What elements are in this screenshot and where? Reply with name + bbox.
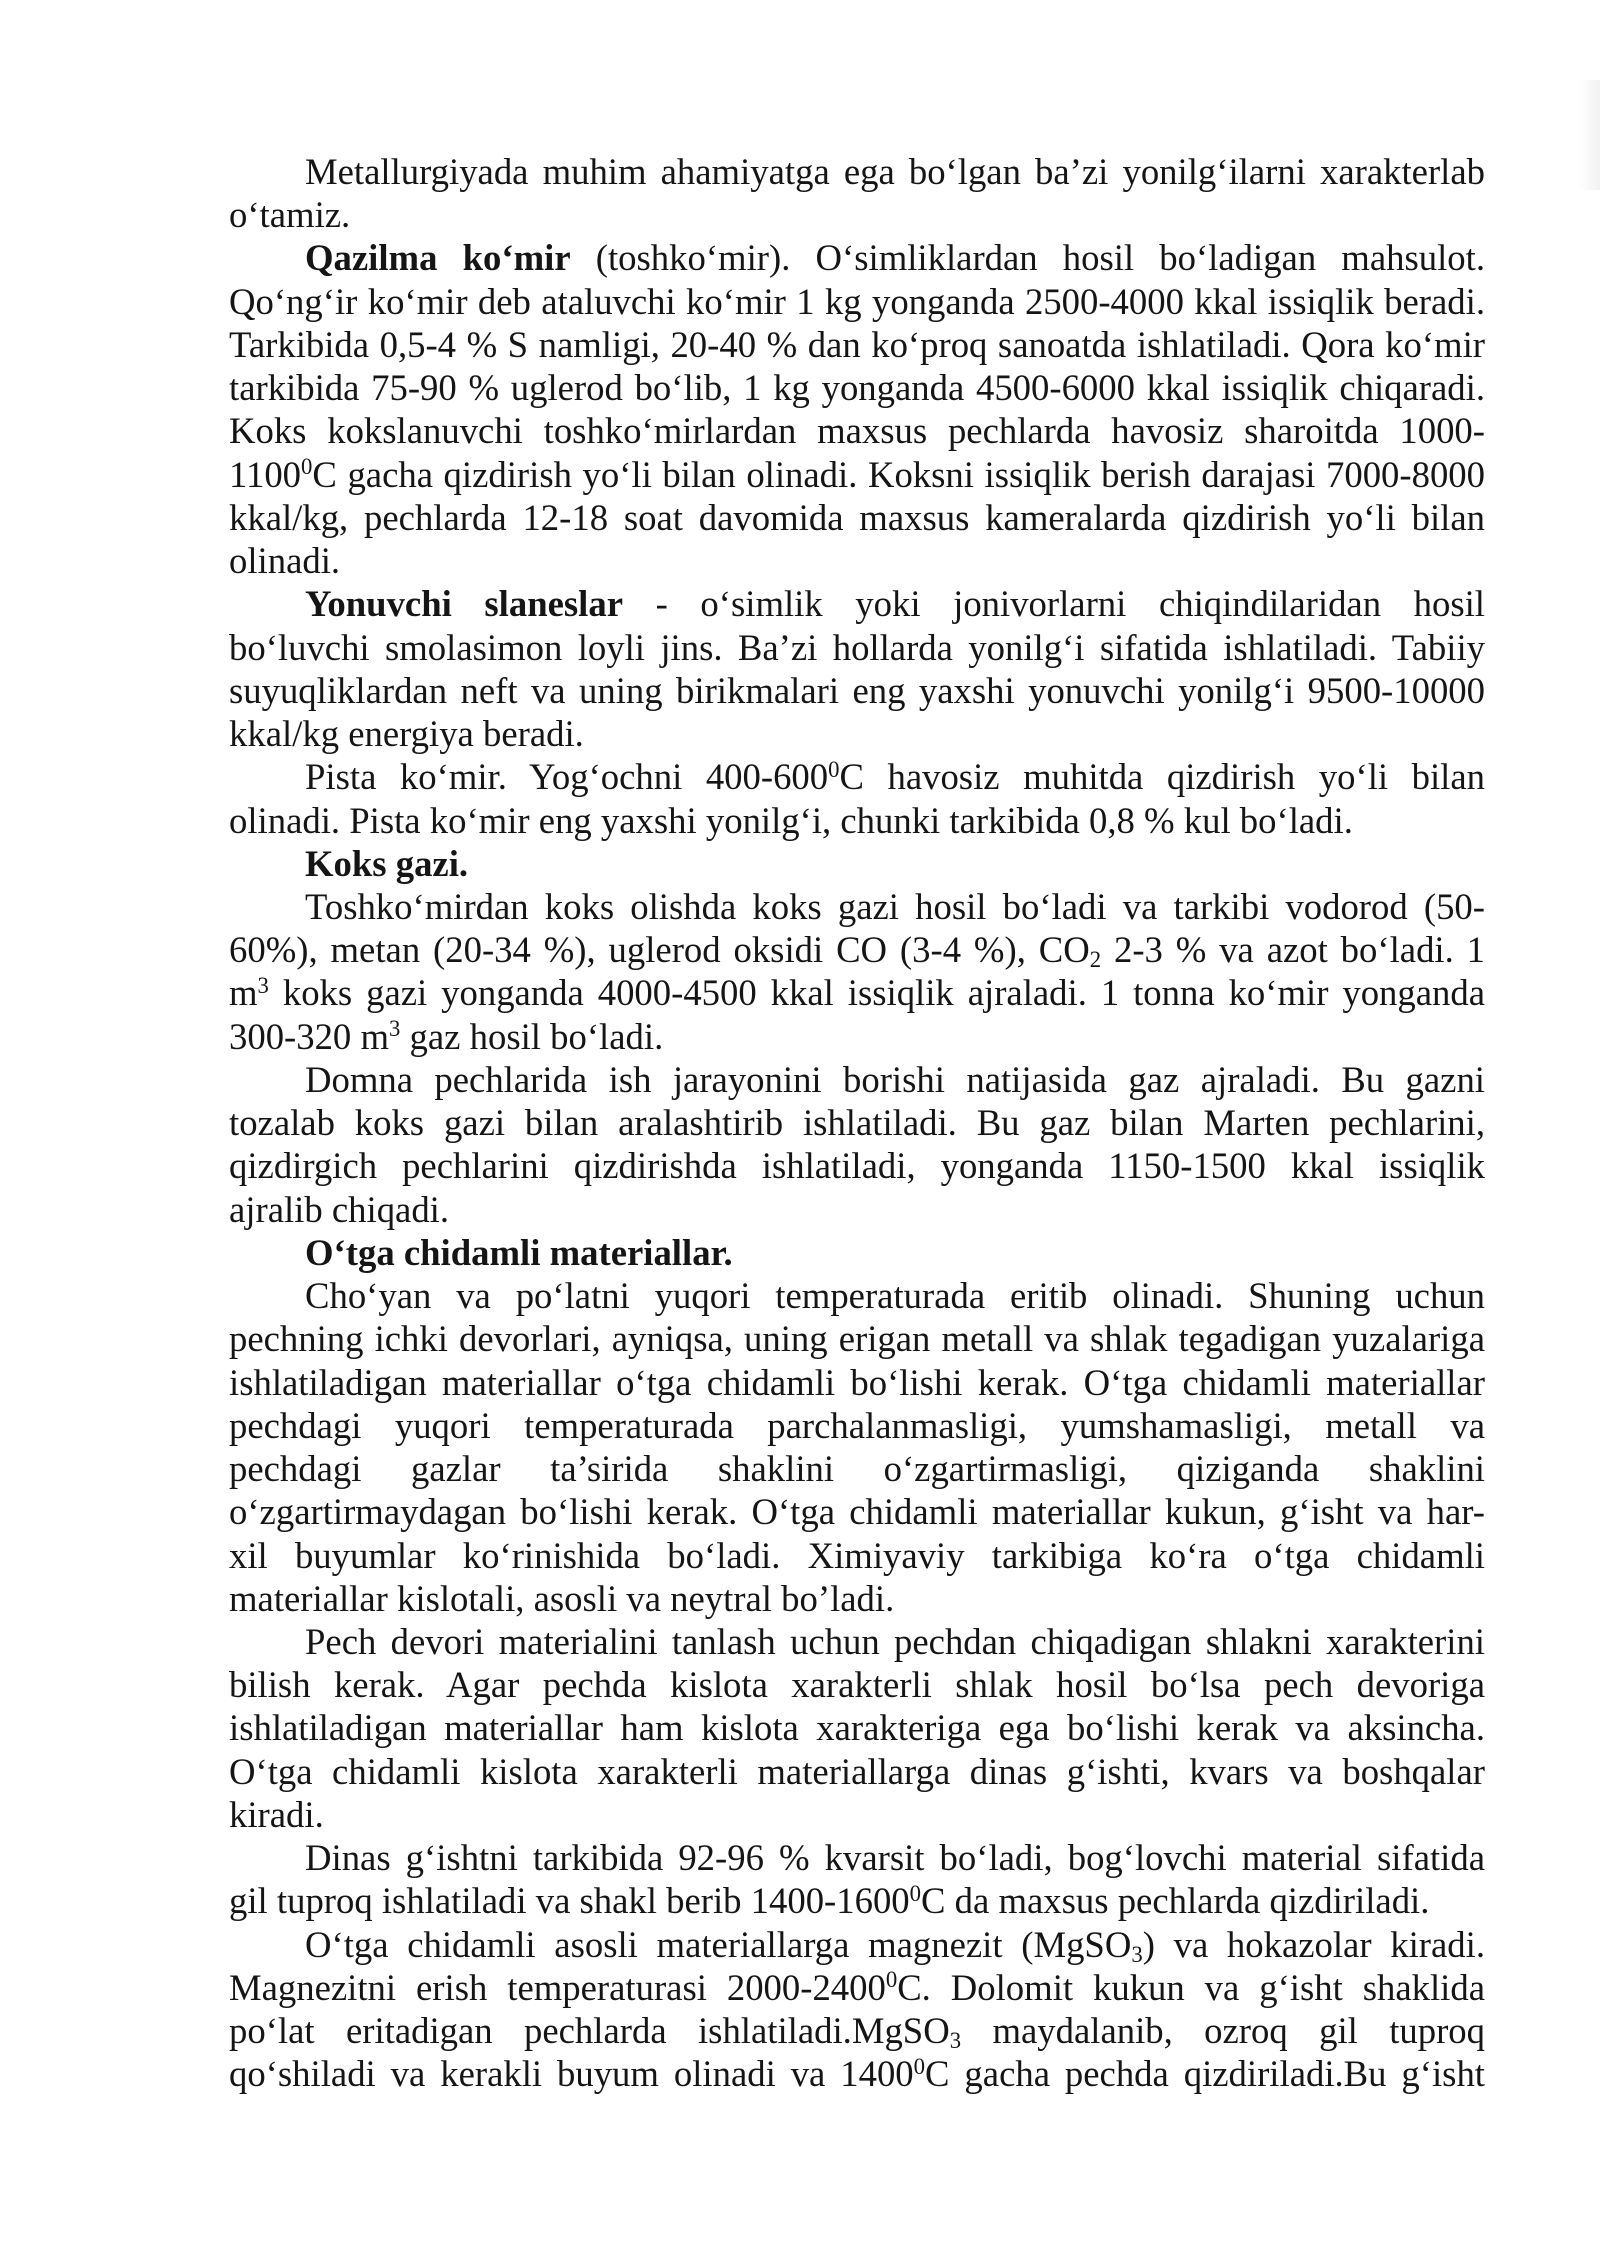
text-line [229, 799, 1485, 842]
text-run: pechning ichki devorlari, ayniqsa, uning erigan metall va shlak tegadigan yuzalariga [229, 1318, 1485, 1360]
paragraph [229, 842, 1485, 885]
text-line [229, 1231, 1485, 1274]
paragraph [229, 150, 1485, 236]
text-run: o‘zgartirmaydagan bo‘lishi kerak. O‘tga chidamli materiallar kukun, g‘isht va har- [229, 1491, 1485, 1533]
text-run: Qo‘ng‘ir ko‘mir deb ataluvchi ko‘mir 1 kg yonganda 2500-4000 kkal issiqlik beradi. [229, 280, 1485, 322]
scan-edge-shadow [1578, 80, 1600, 190]
text-line [229, 1447, 1485, 1490]
text-line [229, 236, 1485, 279]
text-run: kiradi. [229, 1793, 324, 1835]
text-run: C havosiz muhitda qizdirish yo‘li bilan [839, 756, 1485, 798]
text-run: materiallar kislotali, asosli va neytral bo’ladi. [229, 1577, 895, 1619]
bold-term: Qazilma ko‘mir [305, 237, 571, 279]
paragraph [229, 1836, 1485, 1922]
text-line [229, 193, 1485, 236]
text-line [229, 1361, 1485, 1404]
text-run: 2-3 % va azot bo‘ladi. 1 [1101, 929, 1485, 971]
text-run: C gacha pechda qizdiriladi.Bu g‘isht [925, 2053, 1486, 2095]
bold-term: Yonuvchi slaneslar [305, 583, 623, 625]
text-run: C da maxsus pechlarda qizdiriladi. [921, 1880, 1430, 1922]
subscript: 2 [1089, 947, 1102, 973]
text-run: xil buyumlar ko‘rinishida bo‘ladi. Ximiyaviy tarkibiga ko‘ra o‘tga chidamli [229, 1534, 1485, 1576]
text-run: ishlatiladigan materiallar ham kislota xarakteriga ega bo‘lishi kerak va aksincha. [229, 1707, 1485, 1749]
superscript: 0 [828, 756, 840, 782]
text-line [229, 280, 1485, 323]
subscript: 3 [1131, 1941, 1143, 1967]
text-line [229, 669, 1485, 712]
text-run: olinadi. Pista ko‘mir eng yaxshi yonilg‘i, chunki tarkibida 0,8 % kul bo‘ladi. [229, 799, 1353, 841]
text-line [229, 1620, 1485, 1663]
text-run: suyuqliklardan neft va uning birikmalari eng yaxshi yonuvchi yonilg‘i 9500-10000 [229, 669, 1485, 711]
paragraph [229, 582, 1485, 755]
text-line [229, 539, 1485, 582]
text-run: Dinas g‘ishtni tarkibida 92-96 % kvarsit bo‘ladi, bog‘lovchi material sifatida [305, 1837, 1485, 1879]
text-line [229, 842, 1485, 885]
bold-term: O‘tga chidamli materiallar. [305, 1231, 733, 1273]
text-line [229, 1836, 1485, 1879]
text-line [229, 323, 1485, 366]
text-run: C. Dolomit kukun va g‘isht shaklida [897, 1966, 1485, 2008]
text-run: (toshko‘mir). O‘simliklardan hosil bo‘ladigan mahsulot. [570, 237, 1485, 279]
text-run: Koks kokslanuvchi toshko‘mirlardan maxsus pechlarda havosiz sharoitda 1000- [229, 410, 1485, 452]
text-line [229, 1577, 1485, 1620]
text-line [229, 496, 1485, 539]
text-run: ajralib chiqadi. [229, 1188, 450, 1230]
text-run: qo‘shiladi va kerakli buyum olinadi va 1400 [229, 2053, 914, 2095]
text-line [229, 1663, 1485, 1706]
text-run: ishlatiladigan materiallar o‘tga chidamli bo‘lishi kerak. O‘tga chidamli materiallar [229, 1361, 1485, 1403]
text-run: ) va hokazolar kiradi. [1142, 1923, 1485, 1965]
text-line [229, 1966, 1485, 2009]
text-line [229, 755, 1485, 798]
text-line [229, 1534, 1485, 1577]
text-run: koks gazi yonganda 4000-4500 kkal issiqlik ajraladi. 1 tonna ko‘mir yonganda [268, 972, 1485, 1014]
text-run: kkal/kg, pechlarda 12-18 soat davomida maxsus kameralarda qizdirish yo‘li bilan [229, 496, 1485, 538]
superscript: 3 [389, 1016, 401, 1042]
text-line [229, 1793, 1485, 1836]
paragraph [229, 1620, 1485, 1836]
text-run: bilish kerak. Agar pechda kislota xarakterli shlak hosil bo‘lsa pech devoriga [229, 1664, 1485, 1706]
text-body [229, 150, 1485, 2096]
text-run: po‘lat eritadigan pechlarda ishlatiladi.MgSO [229, 2010, 950, 2052]
text-line [229, 971, 1485, 1014]
text-run: pechdagi gazlar ta’sirida shaklini o‘zgartirmasligi, qiziganda shaklini [229, 1448, 1485, 1490]
text-line [229, 1923, 1485, 1966]
text-run: Metallurgiyada muhim ahamiyatga ega bo‘lgan ba’zi yonilg‘ilarni xarakterlab [305, 151, 1485, 192]
text-run: C gacha qizdirish yo‘li bilan olinadi. Koksni issiqlik berish darajasi 7000-8000 [312, 453, 1485, 495]
text-run: 60%), metan (20-34 %), uglerod oksidi CO (3-4 %), CO [229, 929, 1090, 971]
text-line [229, 1015, 1485, 1058]
text-line [229, 712, 1485, 755]
text-line [229, 409, 1485, 452]
text-line [229, 1317, 1485, 1360]
text-run: gil tuproq ishlatiladi va shakl berib 1400-1600 [229, 1880, 910, 1922]
text-line [229, 1490, 1485, 1533]
text-run: O‘tga chidamli asosli materiallarga magnezit (MgSO [305, 1923, 1132, 1965]
text-run: 1100 [229, 453, 302, 495]
text-line [229, 2009, 1485, 2052]
text-line [229, 1144, 1485, 1187]
text-run: tarkibida 75-90 % uglerod bo‘lib, 1 kg yonganda 4500-6000 kkal issiqlik chiqaradi. [229, 367, 1485, 409]
text-line [229, 1706, 1485, 1749]
subscript: 3 [949, 2028, 962, 2054]
text-run: Magnezitni erish temperaturasi 2000-2400 [229, 1966, 886, 2008]
text-line [229, 626, 1485, 669]
paragraph [229, 236, 1485, 582]
text-line [229, 2052, 1485, 2095]
text-line [229, 1058, 1485, 1101]
superscript: 0 [885, 1967, 898, 1993]
superscript: 0 [909, 1880, 922, 1906]
text-line [229, 928, 1485, 971]
text-line [229, 1750, 1485, 1793]
text-run: bo‘luvchi smolasimon loyli jins. Ba’zi hollarda yonilg‘i sifatida ishlatiladi. Tabiiy [229, 626, 1485, 668]
text-run: maydalanib, ozroq gil tuproq [961, 2010, 1485, 2052]
text-line [229, 885, 1485, 928]
text-run: tozalab koks gazi bilan aralashtirib ishlatiladi. Bu gaz bilan Marten pechlarini, [229, 1102, 1485, 1144]
paragraph [229, 1274, 1485, 1620]
bold-term: Koks gazi. [305, 842, 469, 884]
text-run: pechdagi yuqori temperaturada parchalanmasligi, yumshamasligi, metall va [229, 1404, 1485, 1446]
text-run: qizdirgich pechlarini qizdirishda ishlatiladi, yonganda 1150-1500 kkal issiqlik [229, 1145, 1485, 1187]
text-run: kkal/kg energiya beradi. [229, 713, 584, 755]
superscript: 0 [301, 454, 313, 480]
superscript: 3 [257, 972, 269, 998]
text-run: o‘tamiz. [229, 194, 351, 236]
text-line [229, 1404, 1485, 1447]
text-line [229, 150, 1485, 193]
text-line [229, 453, 1485, 496]
text-run: gaz hosil bo‘ladi. [400, 1015, 664, 1057]
text-run: Cho‘yan va po‘latni yuqori temperaturada eritib olinadi. Shuning uchun [305, 1275, 1485, 1317]
text-run: m [229, 972, 258, 1014]
paragraph [229, 1923, 1485, 2096]
text-run: Toshko‘mirdan koks olishda koks gazi hosil bo‘ladi va tarkibi vodorod (50- [305, 885, 1485, 927]
text-run: - o‘simlik yoki jonivorlarni chiqindilaridan hosil [623, 583, 1485, 625]
text-line [229, 1879, 1485, 1922]
paragraph [229, 755, 1485, 841]
text-run: 300-320 m [229, 1015, 389, 1057]
text-run: Domna pechlarida ish jarayonini borishi natijasida gaz ajraladi. Bu gazni [305, 1058, 1485, 1100]
text-line [229, 1188, 1485, 1231]
text-run: Pech devori materialini tanlash uchun pechdan chiqadigan shlakni xarakterini [305, 1620, 1485, 1662]
text-line [229, 1274, 1485, 1317]
paragraph [229, 1058, 1485, 1231]
text-run: O‘tga chidamli kislota xarakterli materiallarga dinas g‘ishti, kvars va boshqalar [229, 1750, 1485, 1792]
paragraph [229, 1231, 1485, 1274]
paragraph [229, 885, 1485, 1058]
text-line [229, 1101, 1485, 1144]
text-line [229, 582, 1485, 625]
text-line [229, 366, 1485, 409]
text-run: Pista ko‘mir. Yog‘ochni 400-600 [305, 756, 829, 798]
superscript: 0 [913, 2053, 926, 2079]
text-run: olinadi. [229, 540, 341, 582]
text-run: Tarkibida 0,5-4 % S namligi, 20-40 % dan ko‘proq sanoatda ishlatiladi. Qora ko‘mir [229, 323, 1485, 365]
